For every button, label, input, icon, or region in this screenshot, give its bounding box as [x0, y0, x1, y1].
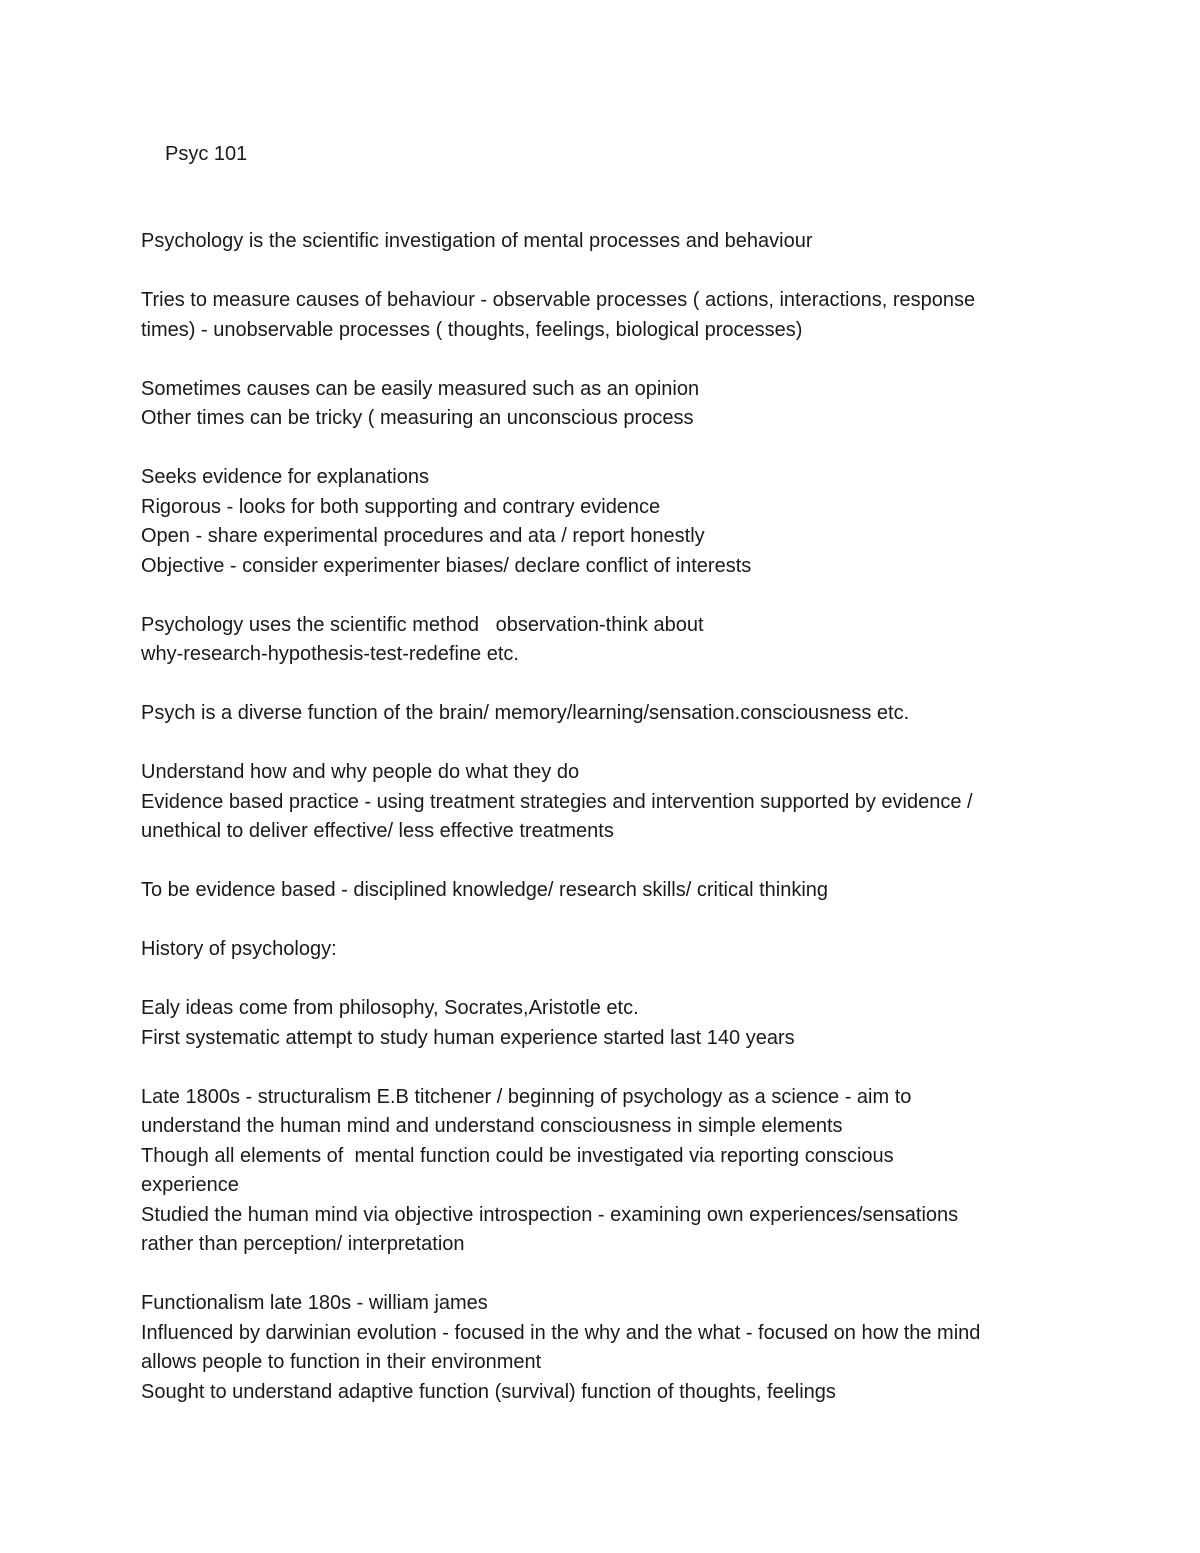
text-line: Rigorous - looks for both supporting and contrary evidence — [141, 495, 661, 518]
document-title: Psyc 101 — [165, 143, 248, 165]
text-line: Understand how and why people do what they do — [141, 761, 580, 783]
text-line: Objective - consider experimenter biases/ declare conflict of interests — [141, 554, 752, 577]
text-line: Though all elements of mental function could be investigated via reporting conscious — [141, 1144, 894, 1167]
text-line: Sometimes causes can be easily measured such as an opinion — [141, 377, 700, 400]
text-line: To be evidence based - disciplined knowledge/ research skills/ critical thinking — [141, 879, 829, 901]
paragraph — [141, 935, 1071, 965]
paragraph — [141, 1083, 1071, 1260]
text-line: experience — [141, 1174, 239, 1196]
paragraph — [141, 994, 1071, 1053]
text-line: Other times can be tricky ( measuring an unconscious process — [141, 407, 694, 429]
text-line: Sought to understand adaptive function (survival) function of thoughts, feelings — [141, 1380, 836, 1403]
text-line: times) - unobservable processes ( thoughts, feelings, biological processes) — [141, 318, 803, 341]
text-line: Seeks evidence for explanations — [141, 466, 429, 488]
text-line: Tries to measure causes of behaviour - observable processes ( actions, interactions, response — [141, 289, 976, 311]
text-line: Functionalism late 180s - william james — [141, 1292, 488, 1314]
paragraph — [141, 286, 1071, 345]
text-line: unethical to deliver effective/ less effective treatments — [141, 820, 614, 842]
text-line: Influenced by darwinian evolution - focused in the why and the what - focused on how the mind — [141, 1321, 981, 1344]
paragraph — [141, 611, 1071, 670]
paragraph — [141, 699, 1071, 729]
text-line: Ealy ideas come from philosophy, Socrates,Aristotle etc. — [141, 997, 639, 1019]
text-line: Evidence based practice - using treatment strategies and intervention supported by evidence / — [141, 790, 973, 813]
document-body — [141, 227, 1071, 1437]
text-line: rather than perception/ interpretation — [141, 1233, 465, 1255]
text-line: Late 1800s - structuralism E.B titchener / beginning of psychology as a science - aim to — [141, 1085, 912, 1108]
text-line: Studied the human mind via objective introspection - examining own experiences/sensations — [141, 1203, 959, 1226]
text-line: Psychology uses the scientific method observation-think about — [141, 613, 704, 636]
text-line: Psych is a diverse function of the brain/ memory/learning/sensation.consciousness etc. — [141, 702, 910, 724]
paragraph — [141, 227, 1071, 257]
text-line: understand the human mind and understand consciousness in simple elements — [141, 1115, 843, 1137]
text-line: First systematic attempt to study human experience started last 140 years — [141, 1026, 795, 1049]
paragraph — [141, 375, 1071, 434]
paragraph — [141, 463, 1071, 581]
text-line: why-research-hypothesis-test-redefine etc. — [141, 643, 519, 665]
text-line: allows people to function in their environment — [141, 1351, 542, 1373]
paragraph — [141, 876, 1071, 906]
paragraph — [141, 758, 1071, 847]
text-line: Psychology is the scientific investigation of mental processes and behaviour — [141, 230, 813, 252]
paragraph — [141, 1289, 1071, 1407]
text-line: History of psychology: — [141, 938, 337, 960]
text-line: Open - share experimental procedures and ata / report honestly — [141, 525, 705, 547]
